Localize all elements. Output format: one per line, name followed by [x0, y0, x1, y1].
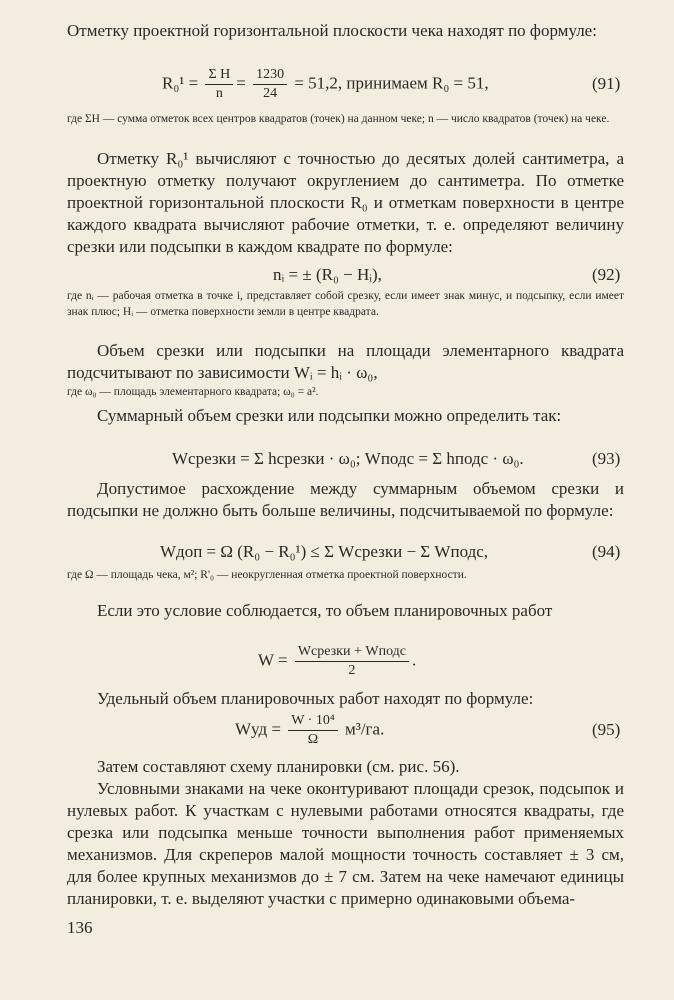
note-94: где Ω — площадь чека, м²; R'₀ — неокругленная отметка проектной поверхности.	[67, 569, 467, 581]
paragraph-total: Суммарный объем срезки или подсыпки можно определить так:	[97, 406, 562, 425]
eq91-frac2-num: 1230	[253, 66, 287, 85]
eqw-den: 2	[348, 663, 356, 678]
eq95-num: W · 10⁴	[288, 712, 338, 731]
paragraph-rounding: Отметку R₀¹ вычисляют с точностью до десятых долей сантиметра, а проектную отметку получают округлением до сантиметра. По отметке проектной горизонтальной плоскости R₀ и отметкам поверхности в центре каждого квадрата вычисляют рабочие отметки, т. е. определяют величину срезки или подсыпки в каждом квадрате по формуле:	[67, 149, 624, 256]
equation-94-number: (94)	[592, 542, 621, 561]
equation-91-number: (91)	[592, 74, 621, 93]
paragraph-condition: Если это условие соблюдается, то объем планировочных работ	[97, 601, 553, 620]
eq95-den: Ω	[307, 732, 319, 747]
equation-95	[235, 712, 384, 749]
paragraph-volume: Объем срезки или подсыпки на площади элементарного квадрата подсчитывают по зависимости Wᵢ = hᵢ · ω₀,	[67, 341, 624, 382]
page-number: 136	[67, 918, 93, 937]
equation-93-number: (93)	[592, 449, 621, 468]
note-omega: где ω₀ — площадь элементарного квадрата; ω₀ = a².	[67, 386, 319, 398]
equation-92: nᵢ = ± (R₀ − Hᵢ),	[273, 265, 382, 284]
equation-93: Wсрезки = Σ hсрезки · ω₀; Wподс = Σ hподс · ω₀.	[172, 449, 524, 468]
paragraph-specific: Удельный объем планировочных работ находят по формуле:	[97, 689, 534, 708]
eq91-frac1-den: n	[215, 86, 223, 101]
note-91: где ΣH — сумма отметок всех центров квадратов (точек) на данном чеке; n — число квадратов (точек) на чеке.	[67, 113, 610, 125]
eq91-frac2-den: 24	[263, 86, 278, 101]
equation-w	[258, 643, 416, 680]
eq91-rhs: = 51,2, принимаем R₀ = 51,	[294, 73, 489, 93]
equation-92-number: (92)	[592, 265, 621, 284]
eqw-num: Wсрезки + Wподс	[295, 643, 409, 662]
paragraph-scheme: Затем составляют схему планировки (см. рис. 56).	[97, 757, 460, 776]
eqw-lhs: W =	[258, 650, 288, 670]
eq95-lhs: Wуд =	[235, 719, 281, 739]
equation-94: Wдоп = Ω (R₀ − R₀¹) ≤ Σ Wсрезки − Σ Wподс,	[160, 542, 489, 561]
eqw-end: .	[412, 650, 417, 670]
paragraph-symbols: Условными знаками на чеке оконтуривают площади срезок, подсыпок и нулевых работ. К участкам с нулевыми работами относятся квадраты, где срезка или подсыпка меньше точности выполнения работ применяемых механизмов. Для скреперов малой мощности точность составляет ± 3 см, для более крупных механизмов до ± 7 см. Затем на чеке намечают единицы планировки, т. е. выделяют участки с примерно одинаковыми объема-	[67, 779, 624, 908]
equation-95-number: (95)	[592, 720, 621, 739]
eq95-unit: м³/га.	[344, 719, 385, 739]
note-92: где nᵢ — рабочая отметка в точке i, представляет собой срезку, если имеет знак минус, и подсыпку, если имеет знак плюс; Hᵢ — отметка поверхности земли в центре квадрата.	[67, 290, 624, 318]
equation-91: R₀¹ = $\frac{\text{Σ H}}{n}$ = $\frac{1230}{24}$ = 51,2, принимаем R₀ = 51,	[162, 67, 489, 101]
paragraph-intro: Отметку проектной горизонтальной плоскости чека находят по формуле:	[67, 21, 597, 40]
eq91-lhs: R₀¹ =	[162, 73, 199, 93]
eq91-frac1-num: Σ H	[205, 66, 233, 85]
paragraph-discrepancy: Допустимое расхождение между суммарным объемом срезки и подсыпки не должно быть больше величины, подсчитываемой по формуле:	[67, 479, 624, 520]
